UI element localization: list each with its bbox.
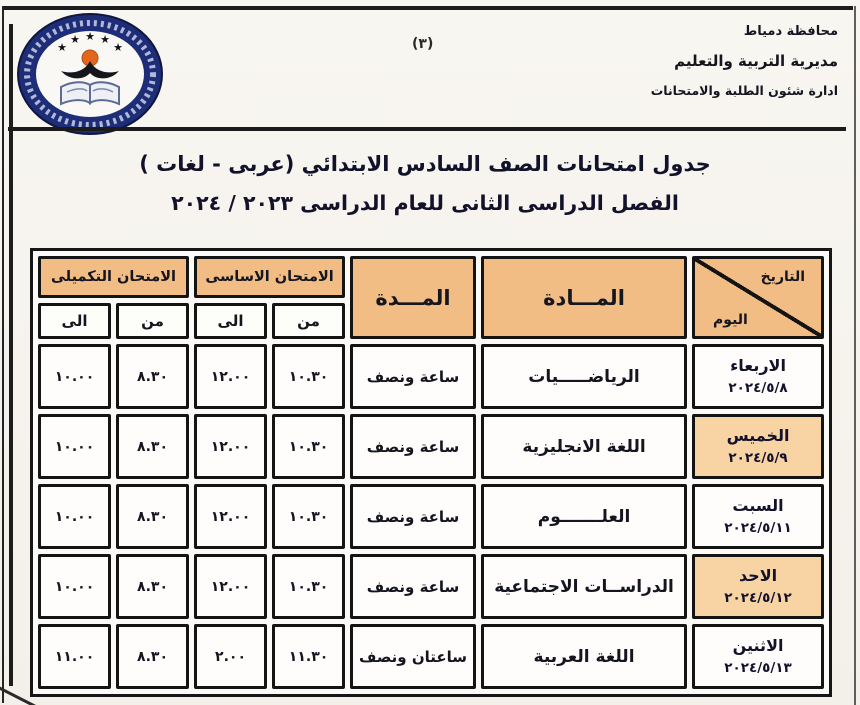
table-row bbox=[38, 414, 824, 479]
basic-from-header: من bbox=[272, 303, 345, 339]
supp-from-cell: ٨.٣٠ bbox=[116, 484, 189, 549]
basic-to-header: الى bbox=[194, 303, 267, 339]
day-date-cell bbox=[692, 554, 824, 619]
supp-to-cell: ١٠.٠٠ bbox=[38, 344, 111, 409]
supp-to-cell: ١٠.٠٠ bbox=[38, 554, 111, 619]
duration-cell: ساعة ونصف bbox=[350, 554, 476, 619]
governorate-name: محافظة دمياط bbox=[743, 24, 838, 39]
day-name: الخميس bbox=[726, 426, 790, 446]
date-header-label: التاريخ bbox=[760, 269, 806, 285]
subject-cell: العلـــــــوم bbox=[481, 484, 687, 549]
day-name: الاحد bbox=[738, 566, 778, 586]
directorate-name: مديرية التربية والتعليم bbox=[674, 52, 838, 70]
letterhead bbox=[651, 24, 838, 98]
exam-schedule-table bbox=[30, 248, 832, 697]
supp-to-cell: ١٠.٠٠ bbox=[38, 414, 111, 479]
exam-date: ٢٠٢٤/٥/١٢ bbox=[724, 590, 792, 607]
star-icon: ★ bbox=[70, 33, 80, 46]
page-right-edge bbox=[854, 6, 856, 705]
day-date-cell bbox=[692, 624, 824, 689]
duration-header: المـــدة bbox=[350, 256, 476, 339]
star-icon: ★ bbox=[113, 41, 123, 54]
supp-from-cell: ٨.٣٠ bbox=[116, 624, 189, 689]
date-day-header-cell bbox=[692, 256, 824, 339]
supp-to-header: الى bbox=[38, 303, 111, 339]
basic-to-cell: ١٢.٠٠ bbox=[194, 554, 267, 619]
title-line-2: الفصل الدراسى الثانى للعام الدراسى ٢٠٢٣ / ٢٠٢٤ bbox=[171, 191, 679, 215]
day-date-cell bbox=[692, 344, 824, 409]
supp-from-cell: ٨.٣٠ bbox=[116, 344, 189, 409]
seal-graphic bbox=[14, 11, 166, 137]
duration-cell: ساعتان ونصف bbox=[350, 624, 476, 689]
table-row bbox=[38, 484, 824, 549]
header-divider bbox=[8, 127, 846, 131]
star-icon: ★ bbox=[85, 30, 95, 43]
basic-exam-header: الامتحان الاساسى bbox=[194, 256, 345, 298]
subject-header: المـــادة bbox=[481, 256, 687, 339]
title-line-1: جدول امتحانات الصف السادس الابتدائي (عربى - لغات ) bbox=[139, 152, 711, 176]
star-icon: ★ bbox=[100, 33, 110, 46]
basic-from-cell: ١٠.٣٠ bbox=[272, 344, 345, 409]
day-date-cell bbox=[692, 414, 824, 479]
supp-from-cell: ٨.٣٠ bbox=[116, 414, 189, 479]
exam-date: ٢٠٢٤/٥/١٣ bbox=[724, 660, 792, 677]
subject-cell: اللغة الانجليزية bbox=[481, 414, 687, 479]
subject-cell: الرياضـــــيات bbox=[481, 344, 687, 409]
page-left-edge-outer bbox=[2, 6, 4, 703]
supp-from-header: من bbox=[116, 303, 189, 339]
star-icon: ★ bbox=[57, 41, 67, 54]
duration-cell: ساعة ونصف bbox=[350, 344, 476, 409]
exam-date: ٢٠٢٤/٥/٨ bbox=[728, 380, 788, 397]
duration-cell: ساعة ونصف bbox=[350, 484, 476, 549]
basic-from-cell: ١٠.٣٠ bbox=[272, 554, 345, 619]
basic-to-cell: ١٢.٠٠ bbox=[194, 414, 267, 479]
day-name: السبت bbox=[732, 496, 784, 516]
page-number: (٣) bbox=[412, 36, 434, 52]
day-name: الاثنين bbox=[732, 636, 784, 656]
basic-to-cell: ٢.٠٠ bbox=[194, 624, 267, 689]
day-date-cell bbox=[692, 484, 824, 549]
supp-to-cell: ١٠.٠٠ bbox=[38, 484, 111, 549]
education-seal-logo bbox=[14, 11, 166, 141]
supplementary-exam-header: الامتحان التكميلى bbox=[38, 256, 189, 298]
table-row bbox=[38, 344, 824, 409]
basic-to-cell: ١٢.٠٠ bbox=[194, 344, 267, 409]
basic-from-cell: ١٠.٣٠ bbox=[272, 484, 345, 549]
page-left-edge-inner bbox=[9, 24, 13, 686]
department-name: ادارة شئون الطلبة والامتحانات bbox=[650, 83, 838, 98]
subject-cell: الدراســات الاجتماعية bbox=[481, 554, 687, 619]
basic-from-cell: ١٠.٣٠ bbox=[272, 414, 345, 479]
page-top-rule bbox=[3, 6, 853, 10]
table-row bbox=[38, 554, 824, 619]
supp-from-cell: ٨.٣٠ bbox=[116, 554, 189, 619]
basic-to-cell: ١٢.٠٠ bbox=[194, 484, 267, 549]
open-book-icon bbox=[61, 82, 90, 104]
exam-date: ٢٠٢٤/٥/١١ bbox=[724, 520, 792, 537]
basic-from-cell: ١١.٣٠ bbox=[272, 624, 345, 689]
exam-date: ٢٠٢٤/٥/٩ bbox=[728, 450, 788, 467]
day-header-label: اليوم bbox=[713, 312, 748, 328]
schedule-body bbox=[38, 344, 824, 689]
subject-cell: اللغة العربية bbox=[481, 624, 687, 689]
duration-cell: ساعة ونصف bbox=[350, 414, 476, 479]
day-name: الاربعاء bbox=[730, 356, 786, 376]
document-title bbox=[60, 152, 790, 215]
schedule-header bbox=[38, 256, 824, 339]
table-row bbox=[38, 624, 824, 689]
supp-to-cell: ١١.٠٠ bbox=[38, 624, 111, 689]
open-book-icon bbox=[90, 82, 119, 104]
